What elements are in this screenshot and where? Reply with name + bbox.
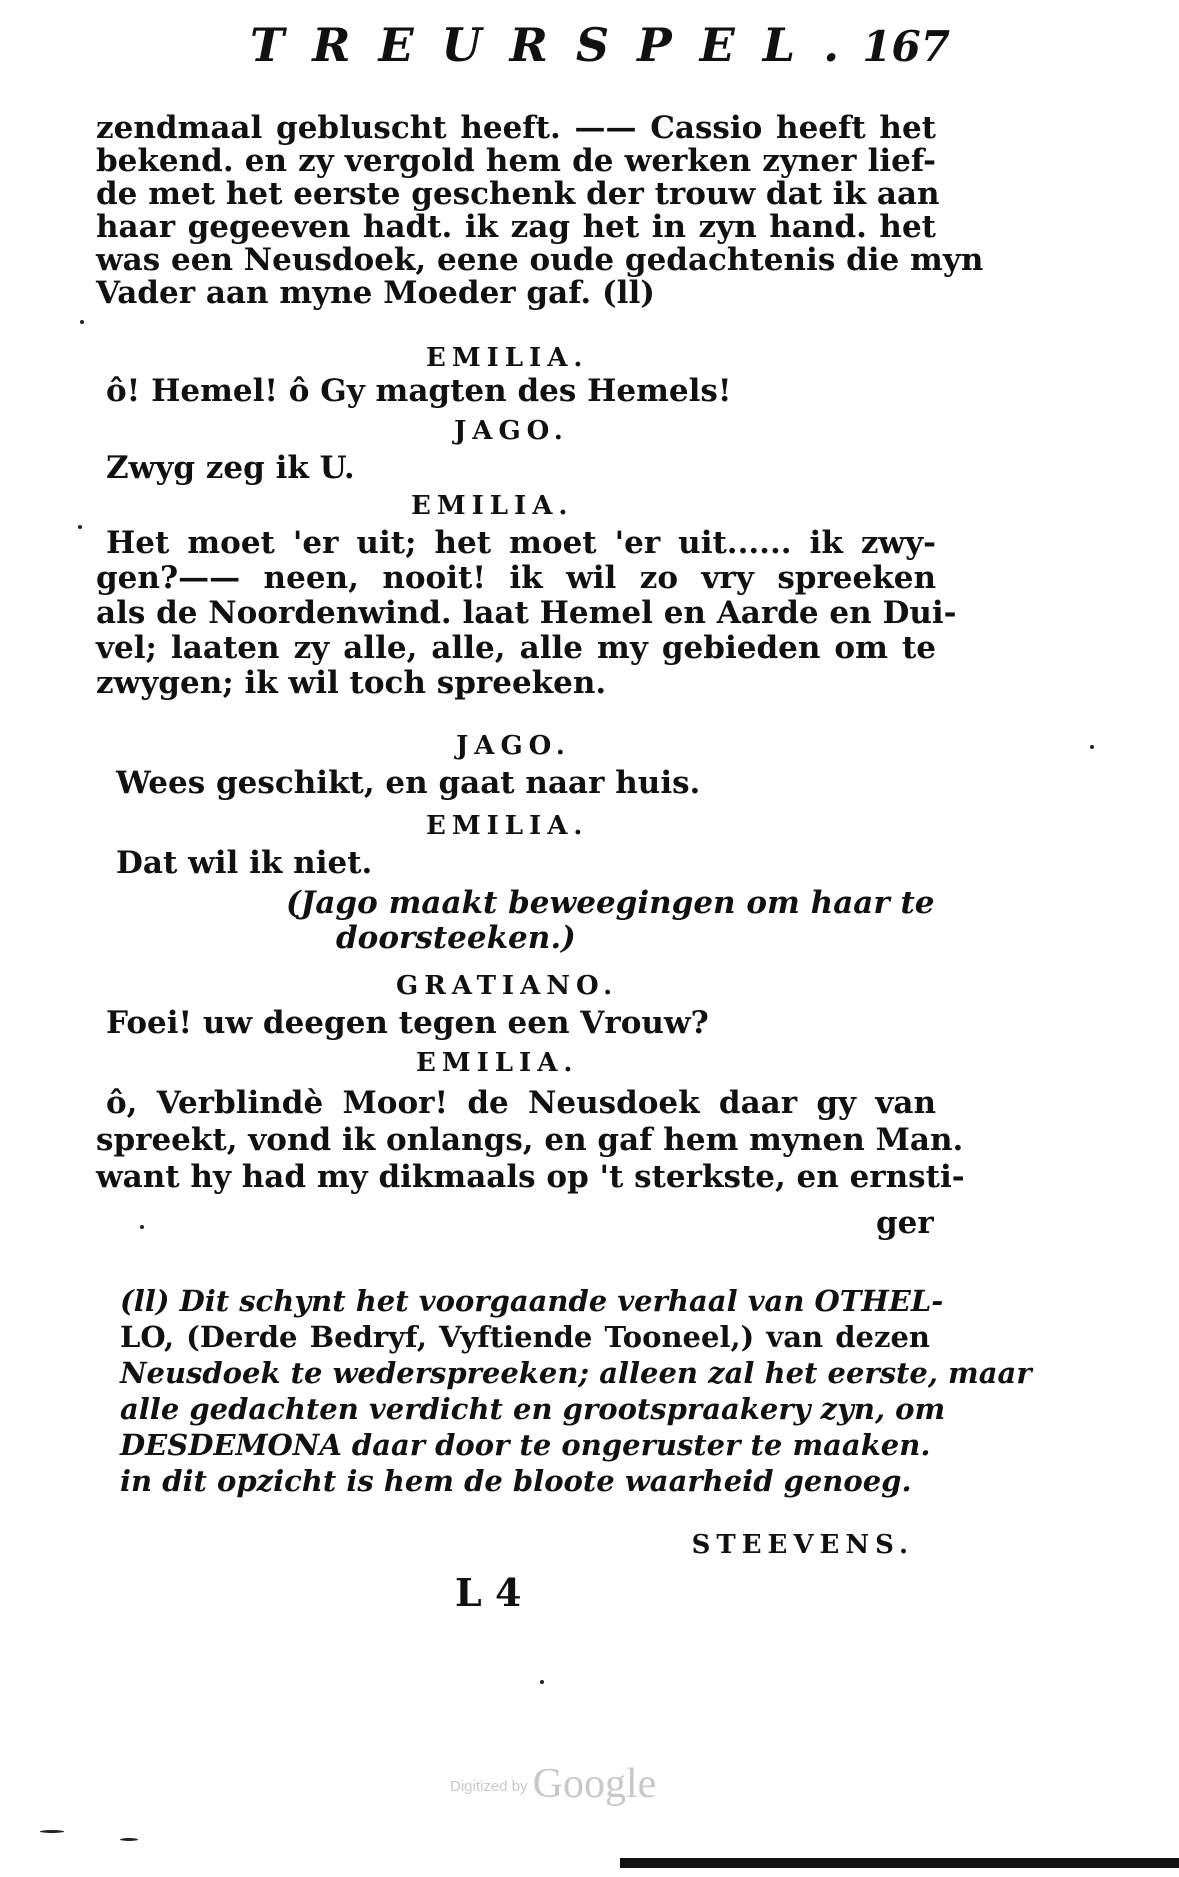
speech-line: vel; laaten zy alle, alle, alle my gebieden om te [96,630,936,666]
speech-line: gen?—— neen, nooit! ik wil zo vry spreeken [96,560,936,596]
running-head: TREURSPEL. [250,18,868,72]
speech-line: Zwyg zeg ik U. [106,450,355,486]
speaker-name: JAGO. [454,416,569,446]
speaker-name: EMILIA. [411,491,574,521]
text-line: haar gegeeven hadt. ik zag het in zyn hand. het [96,209,936,245]
catchword: ger [876,1205,934,1241]
stage-direction: doorsteeken.) [336,920,576,956]
speaker-name: JAGO. [456,731,571,761]
speech-line: Het moet 'er uit; het moet 'er uit...... ik zwy- [106,525,936,561]
speech-line: want hy had my dikmaals op 't sterkste, en ernsti- [96,1159,965,1195]
signature-mark: L 4 [455,1570,522,1615]
page-header [230,18,950,78]
footnote-line: in dit opzicht is hem de bloote waarheid genoeg. [120,1464,912,1498]
page-number: 167 [862,22,950,71]
footnote-line: Neusdoek te wederspreeken; alleen zal het eerste, maar [120,1356,1032,1390]
text-line: was een Neusdoek, eene oude gedachtenis die myn [96,242,984,278]
speech-line: ô! Hemel! ô Gy magten des Hemels! [106,373,732,409]
ink-speck [80,320,84,324]
ink-speck [1090,745,1094,749]
footnote-line: DESDEMONA daar door te ongeruster te maaken. [120,1428,931,1462]
speech-line: zwygen; ik wil toch spreeken. [96,665,607,701]
watermark-prefix: Digitized by [450,1778,528,1795]
speech-line: ô, Verblindè Moor! de Neusdoek daar gy van [106,1085,936,1121]
ink-speck [140,1225,144,1229]
text-line: Vader aan myne Moeder gaf. (ll) [96,275,655,311]
watermark-brand: Google [532,1761,657,1807]
footnote-line: LO, (Derde Bedryf, Vyftiende Tooneel,) van dezen [120,1320,930,1354]
speaker-name: EMILIA. [426,343,589,373]
speaker-name: GRATIANO. [396,971,619,1001]
digitized-watermark [450,1760,656,1820]
speech-line: Wees geschikt, en gaat naar huis. [116,765,701,801]
footnote-line: alle gedachten verdicht en grootspraakery zyn, om [120,1392,946,1426]
page-edge-bar [620,1858,1179,1868]
ink-speck [78,525,82,529]
ink-speck [120,1838,138,1841]
text-line: de met het eerste geschenk der trouw dat ik aan [96,176,940,212]
speaker-name: EMILIA. [416,1048,579,1078]
ink-speck [540,1680,544,1684]
speech-line: als de Noordenwind. laat Hemel en Aarde en Dui- [96,595,957,631]
text-line: zendmaal gebluscht heeft. —— Cassio heeft het [96,110,936,146]
stage-direction: (Jago maakt beweegingen om haar te [286,885,935,921]
speech-line: Dat wil ik niet. [116,845,373,881]
footnote-signature: STEEVENS. [691,1530,914,1560]
speech-line: spreekt, vond ik onlangs, en gaf hem mynen Man. [96,1122,964,1158]
text-line: bekend. en zy vergold hem de werken zyner lief- [96,143,936,179]
speech-line: Foei! uw deegen tegen een Vrouw? [106,1005,709,1041]
ink-speck [40,1830,64,1833]
footnote-line: (ll) Dit schynt het voorgaande verhaal van OTHEL- [120,1284,944,1318]
speaker-name: EMILIA. [426,811,589,841]
